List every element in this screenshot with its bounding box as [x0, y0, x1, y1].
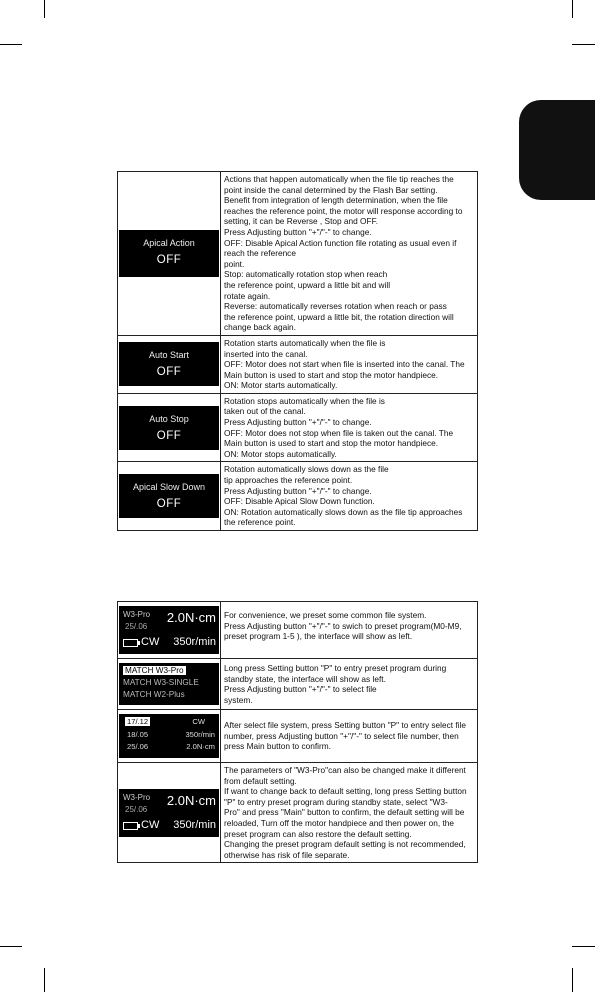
text-line: otherwise has risk of file separate.: [224, 849, 350, 860]
battery-icon: [123, 639, 138, 647]
text-line: press Main button to confirm.: [224, 741, 331, 752]
text-line: Press Adjusting button "+"/"-" to change.: [224, 226, 372, 237]
battery-icon: [123, 822, 138, 830]
text-line: reloaded, Turn off the motor handpiece and then power on, the: [224, 817, 455, 828]
text-line: Rotation automatically slows down as the file: [224, 464, 389, 475]
device-screen: [119, 606, 219, 654]
text-line: point inside the canal determined by the Flash Bar setting.: [224, 184, 438, 195]
text-line: Main button is used to start and stop the motor handpiece.: [224, 438, 439, 449]
screen-title: Auto Stop: [149, 413, 189, 424]
text-line: Rotation starts automatically when the file is: [224, 337, 386, 348]
text-line: preset program 1-5 ), the interface will show as left.: [224, 631, 413, 642]
screen-cell: [118, 393, 221, 462]
text-line: The parameters of "W3-Pro"can also be changed make it different: [224, 765, 466, 775]
settings-table: [117, 171, 478, 531]
text-line: "P" to entry preset program during standby state, select "W3-: [224, 796, 448, 807]
speed-value: 350r/min: [173, 818, 216, 831]
text-line: Pro" and press "Main" button to confirm, the default setting will be: [224, 807, 465, 818]
file-size: 25/.06: [125, 804, 148, 814]
text-line: standby state, the interface will show as left.: [224, 673, 386, 684]
text-line: Changing the preset program default setting is not recommended,: [224, 839, 466, 850]
screen-value: OFF: [156, 253, 182, 266]
text-line: OFF: Disable Apical Slow Down function.: [224, 496, 375, 507]
text-line: Benefit from integration of length determination, when the file: [224, 195, 448, 206]
device-screen: [119, 230, 219, 277]
text-line: Rotation stops automatically when the file is: [224, 395, 385, 406]
crop-mark: [572, 0, 573, 18]
text-line: ON: Motor stops automatically.: [224, 448, 337, 459]
file-size: 25/.06: [125, 622, 148, 631]
device-screen: [119, 342, 219, 386]
crop-mark: [44, 0, 45, 18]
description-cell: [221, 710, 478, 763]
file-size: 25/.06: [127, 742, 149, 751]
screen-title: Auto Start: [148, 350, 190, 361]
text-line: reach the reference: [224, 248, 296, 259]
text-line: Long press Setting button "P" to entry preset program during: [224, 663, 447, 673]
torque-value: 2.0N·cm: [186, 742, 215, 751]
description-cell: [221, 172, 478, 336]
speed-value: 350r/min: [185, 730, 215, 739]
description-cell: [221, 462, 478, 531]
section-tab: [519, 100, 595, 200]
selected-program: MATCH W3-Pro: [125, 666, 184, 675]
screen-cell: [118, 172, 221, 336]
text-line: OFF: Disable Apical Action function file rotating as usual even if: [224, 237, 457, 248]
text-line: the reference point, upward a little bit and will: [224, 279, 391, 290]
table-row: [118, 763, 478, 863]
screen-value: OFF: [156, 366, 182, 379]
file-size-selected: 17/.12: [127, 717, 149, 726]
table-row: [118, 710, 478, 763]
description-cell: [221, 602, 478, 659]
description-cell: [221, 393, 478, 462]
text-line: Press Adjusting button "+"/"-" to select file: [224, 684, 377, 695]
torque-value: 2.0N·cm: [166, 610, 216, 625]
screen-cell: [118, 659, 221, 710]
text-line: Reverse: automatically reverses rotation when reach or pass: [224, 301, 447, 312]
crop-mark: [0, 946, 22, 947]
speed-value: 350r/min: [173, 636, 216, 648]
program-table: [117, 601, 478, 863]
table-row: [118, 602, 478, 659]
crop-mark: [44, 968, 45, 992]
description-cell: [221, 335, 478, 393]
crop-mark: [572, 968, 573, 992]
table-row: [118, 462, 478, 531]
screen-cell: [118, 763, 221, 863]
text-line: Main button is used to start and stop the motor handpiece.: [224, 369, 439, 380]
crop-mark: [0, 44, 22, 45]
text-line: ON: Motor starts automatically.: [224, 380, 338, 391]
program-name: W3-Pro: [123, 792, 151, 802]
direction-value: CW: [192, 717, 205, 726]
text-line: After select file system, press Setting button "P" to entry select file: [224, 720, 466, 730]
description-cell: [221, 659, 478, 710]
description-cell: [221, 763, 478, 863]
screen-value: OFF: [156, 429, 182, 442]
text-line: inserted into the canal.: [224, 348, 308, 359]
text-line: point.: [224, 258, 245, 269]
text-line: from default setting.: [224, 775, 297, 786]
table-row: [118, 172, 478, 336]
text-line: taken out of the canal.: [224, 406, 306, 417]
device-screen: [119, 663, 219, 705]
text-line: tip approaches the reference point.: [224, 475, 353, 486]
direction-value: CW: [141, 636, 160, 648]
crop-mark: [572, 946, 595, 947]
screen-cell: [118, 602, 221, 659]
text-line: Stop: automatically rotation stop when reach: [224, 269, 388, 280]
text-line: If want to change back to default setting, long press Setting button: [224, 786, 467, 797]
text-line: the reference point.: [224, 517, 296, 528]
device-screen: [119, 406, 219, 450]
text-line: ON: Rotation automatically slows down as the file tip approaches: [224, 506, 463, 517]
device-screen: [119, 714, 219, 758]
text-line: reaches the reference point, the motor will response according to: [224, 205, 463, 216]
program-name: W3-Pro: [123, 610, 151, 619]
text-line: the reference point, upward a little bit, the rotation direction will: [224, 311, 454, 322]
direction-value: CW: [141, 818, 160, 831]
table-row: [118, 659, 478, 710]
device-screen: [119, 789, 219, 837]
table-row: [118, 393, 478, 462]
screen-cell: [118, 462, 221, 531]
text-line: OFF: Motor does not stop when file is taken out the canal. The: [224, 427, 454, 438]
screen-title: Apical Action: [143, 237, 195, 248]
text-line: system.: [224, 694, 253, 705]
torque-value: 2.0N·cm: [166, 792, 216, 808]
device-screen: [119, 474, 219, 518]
program-option: MATCH W2-Plus: [123, 690, 185, 699]
text-line: For convenience, we preset some common file system.: [224, 610, 427, 620]
text-line: Press Adjusting button "+"/"-" to change.: [224, 485, 372, 496]
screen-cell: [118, 710, 221, 763]
text-line: rotate again.: [224, 290, 271, 301]
text-line: setting, it can be Reverse , Stop and OFF.: [224, 216, 379, 227]
program-option: MATCH W3-SINGLE: [123, 678, 199, 687]
text-line: number, press Adjusting button "+"/"-" to select file number, then: [224, 730, 459, 741]
file-size: 18/.05: [127, 730, 149, 739]
crop-mark: [572, 44, 595, 45]
text-line: Press Adjusting button "+"/"-" to change.: [224, 417, 372, 428]
text-line: preset program can also restore the default setting.: [224, 828, 412, 839]
screen-value: OFF: [156, 498, 182, 511]
screen-title: Apical Slow Down: [132, 482, 206, 493]
table-row: [118, 335, 478, 393]
text-line: change back again.: [224, 322, 296, 333]
screen-cell: [118, 335, 221, 393]
text-line: OFF: Motor does not start when file is inserted into the canal. The: [224, 359, 465, 370]
text-line: Actions that happen automatically when the file tip reaches the: [224, 174, 454, 184]
text-line: Press Adjusting button "+"/"-" to swich to preset program(M0-M9,: [224, 620, 462, 631]
